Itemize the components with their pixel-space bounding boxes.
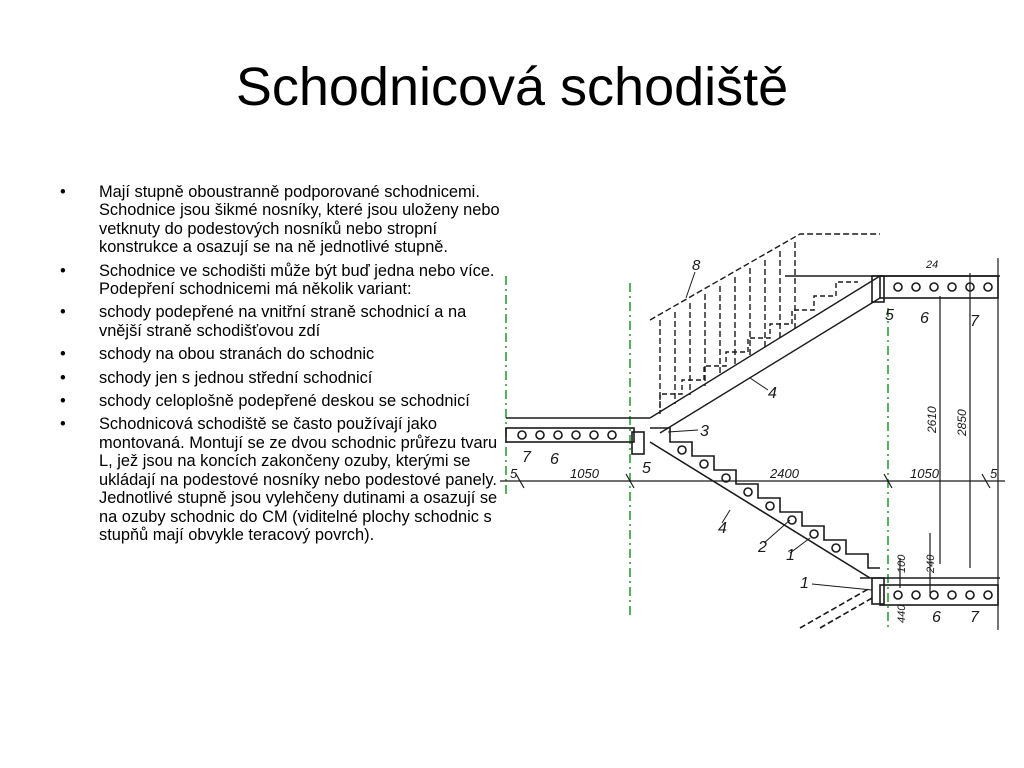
bullet-text: Schodnicová schodiště se často používají jako montovaná. Montují se ze dvou schodnic průřezu tvaru L, jež jsou na koncích zakončeny ozuby, kterými se ukládají na podestové nosníky nebo podestové panely. Jednotlivé stupně jsou vylehčeny dutinami a osazují se na ozuby schodnic do CM (viditelné plochy schodnic s stupňů mají obvykle teracový povrch). [99, 415, 498, 544]
slab-void [912, 591, 920, 599]
bullet-item [60, 345, 500, 363]
leader [686, 272, 695, 298]
slab-void [984, 283, 992, 291]
label-2: 2 [758, 539, 767, 556]
label-4-lower: 4 [718, 520, 727, 537]
lower-railing [800, 588, 872, 628]
step-void [766, 502, 774, 510]
label-d5-right: 5 [990, 466, 998, 481]
lower-landing-beam [872, 578, 884, 604]
bullet-text: schody na obou stranách do schodnic [99, 345, 375, 364]
leader [764, 520, 790, 543]
slab-void [518, 431, 526, 439]
bullet-item [60, 183, 500, 257]
bullet-text: Schodnice ve schodišti může být buď jedna nebo více. Podepření schodnicemi má několik variant: [99, 261, 495, 299]
bullet-icon: • [60, 392, 66, 411]
label-6-top: 6 [920, 310, 929, 327]
slab-void [930, 591, 938, 599]
label-24: 24 [926, 259, 939, 271]
slab-void [572, 431, 580, 439]
bullet-item [60, 262, 500, 299]
label-3: 3 [700, 423, 709, 440]
guide-lines [506, 276, 888, 630]
step-void [788, 516, 796, 524]
label-d2610: 2610 [925, 406, 939, 433]
step-void [700, 460, 708, 468]
label-1-bottom: 1 [800, 575, 809, 592]
label-d2850: 2850 [955, 409, 969, 436]
slide-title: Schodnicová schodiště [235, 57, 789, 117]
reference-lines [900, 258, 998, 630]
label-d5-left: 5 [510, 466, 518, 481]
bullet-item [60, 415, 500, 544]
label-7-left: 7 [522, 449, 531, 466]
label-d1050-right: 1050 [910, 466, 939, 481]
label-7-top: 7 [970, 313, 979, 330]
upper-landing-slab [880, 276, 998, 298]
bullet-text: Mají stupně oboustranně podporované schodnicemi. Schodnice jsou šikmé nosníky, které jsou uloženy nebo vetknuty do podestových nosníků nebo stropní konstrukce a osazují se na ně jednotlivé stupně. [99, 183, 500, 257]
bullet-list [60, 183, 500, 549]
bullet-item [60, 369, 500, 387]
bullet-icon: • [60, 345, 66, 364]
leader [812, 584, 872, 590]
step-void [678, 446, 686, 454]
label-6-bottom: 6 [932, 609, 941, 626]
slab-void [912, 283, 920, 291]
label-7-bottom: 7 [970, 609, 979, 626]
label-d1050-left: 1050 [570, 466, 599, 481]
stair-section-drawing [500, 228, 1010, 638]
bullet-icon: • [60, 261, 66, 280]
slab-void [894, 591, 902, 599]
bullet-text: schody jen s jednou střední schodnicí [99, 368, 373, 387]
lower-flight [650, 428, 880, 628]
label-8: 8 [692, 257, 701, 274]
slab-void [930, 283, 938, 291]
bullet-icon: • [60, 368, 66, 387]
slab-void [948, 591, 956, 599]
slab-void [948, 283, 956, 291]
lower-flight-stringer [650, 442, 870, 578]
bullet-item [60, 303, 500, 340]
slab-void [554, 431, 562, 439]
label-5-top: 5 [885, 307, 894, 324]
label-6-left: 6 [550, 451, 559, 468]
label-4-upper: 4 [768, 385, 777, 402]
lower-landing-slab [880, 585, 998, 605]
railing [650, 234, 880, 414]
bullet-icon: • [60, 183, 66, 201]
label-5-mid: 5 [642, 460, 651, 477]
bullet-icon: • [60, 303, 66, 322]
upper-flight [650, 234, 880, 433]
step-void [832, 544, 840, 552]
label-240: 240 [925, 554, 937, 573]
leader [750, 378, 768, 390]
leader [668, 430, 698, 432]
upper-flight-stringer-lower [660, 298, 880, 433]
bullet-icon: • [60, 415, 66, 434]
slab-void [984, 591, 992, 599]
upper-landing [785, 276, 1000, 302]
step-void [744, 488, 752, 496]
slab-void [590, 431, 598, 439]
label-1-flight: 1 [786, 547, 795, 564]
label-d2400: 2400 [770, 466, 799, 481]
slab-void [536, 431, 544, 439]
bullet-text: schody podepřené na vnitřní straně schodnicí a na vnější straně schodišťovou zdí [99, 303, 467, 340]
bullet-item [60, 392, 500, 410]
slab-void [894, 283, 902, 291]
bullet-text: schody celoplošně podepřené deskou se schodnicí [99, 392, 470, 411]
step-void [810, 530, 818, 538]
label-440: 440 [896, 604, 908, 623]
label-100: 100 [896, 554, 908, 573]
slab-void [608, 431, 616, 439]
slab-void [966, 591, 974, 599]
leader-lines [668, 272, 872, 590]
